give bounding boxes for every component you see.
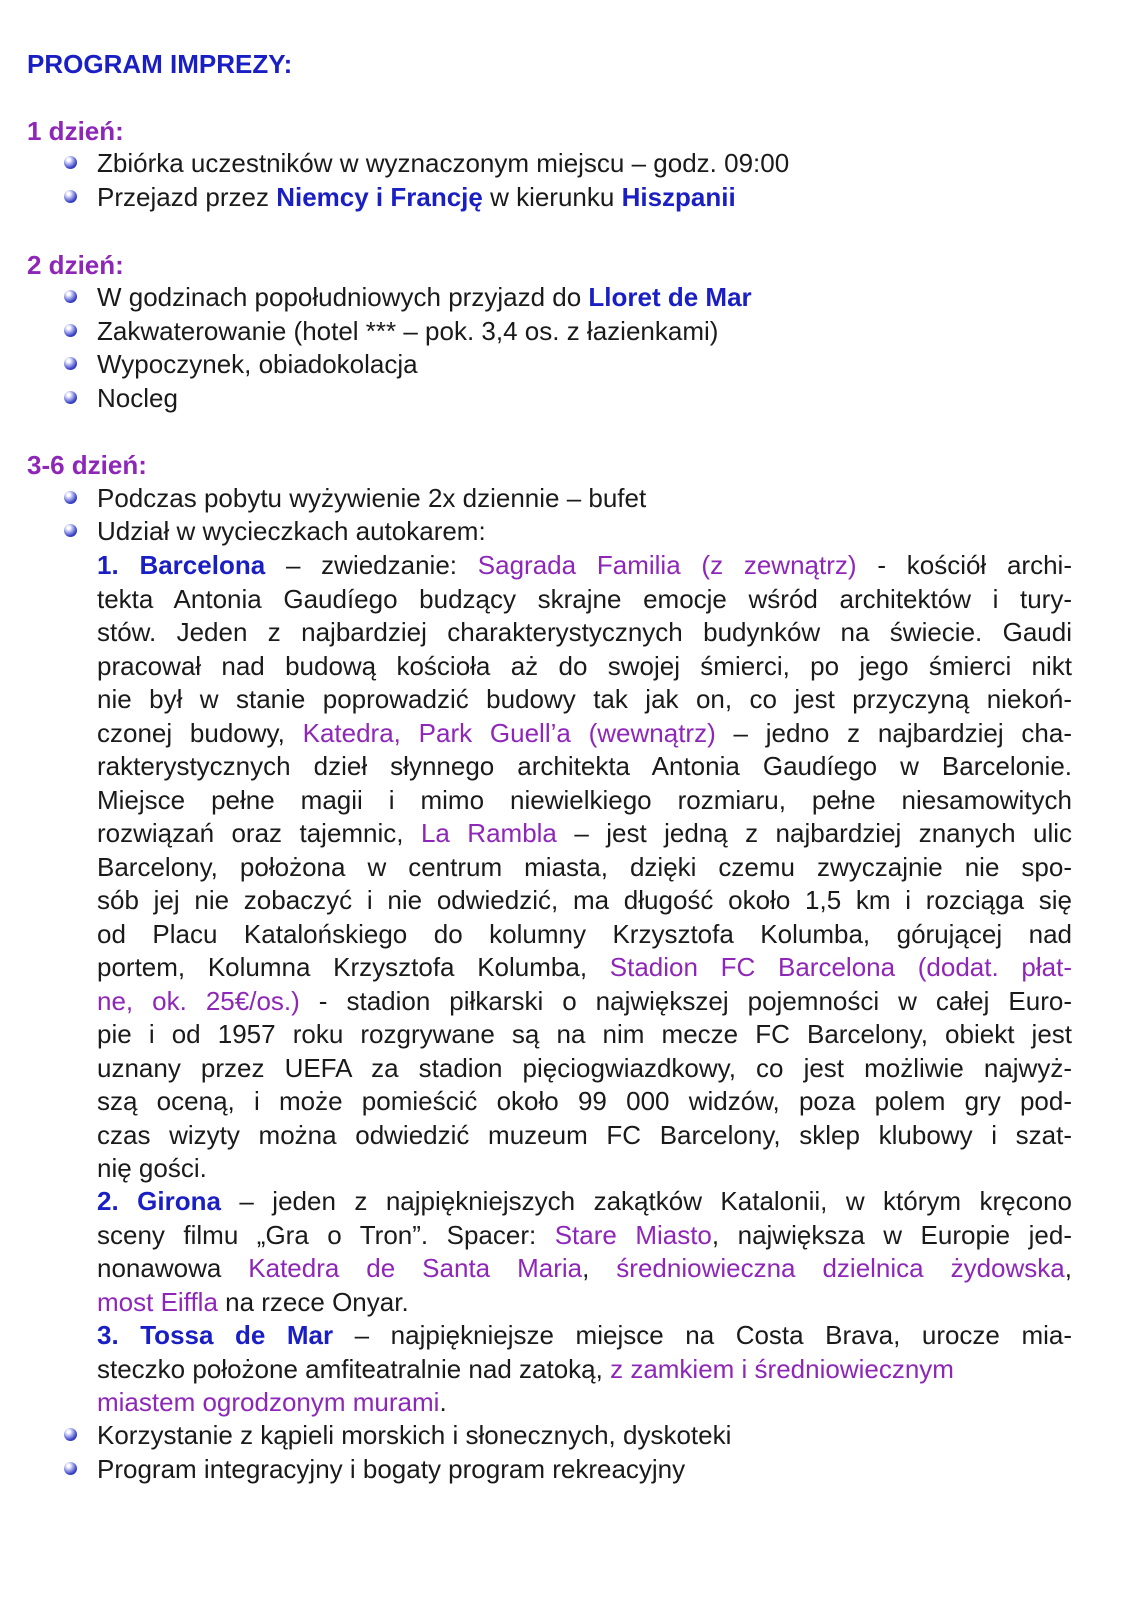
- paragraph-line: Miejsce pełne magii i mimo niewielkiego rozmiaru, pełne niesamowitych: [97, 784, 1072, 815]
- bullet-icon: [64, 324, 77, 337]
- paragraph-line: rakterystycznych dzieł słynnego architekta Antonia Gaudíego w Barcelonie.: [97, 751, 1072, 781]
- list-item: Przejazd przez Niemcy i Francję w kierunku Hiszpanii: [97, 182, 736, 212]
- bullet-icon: [64, 357, 77, 370]
- paragraph-line: portem, Kolumna Krzysztofa Kolumba, Stadion FC Barcelona (dodat. płat-: [97, 952, 1072, 982]
- list-item: Podczas pobytu wyżywienie 2x dziennie – bufet: [97, 483, 647, 513]
- paragraph-line: uznany przez UEFA za stadion pięciogwiazdkowy, co jest możliwie najwyż-: [97, 1052, 1072, 1083]
- day-2-heading: 2 dzień:: [27, 250, 124, 280]
- paragraph-line: 3. Tossa de Mar – najpiękniejsze miejsce na Costa Brava, urocze mia-: [97, 1320, 1072, 1350]
- list-item: Udział w wycieczkach autokarem:: [97, 516, 486, 546]
- paragraph-line: od Placu Katalońskiego do kolumny Krzysztofa Kolumba, górującej nad: [97, 918, 1072, 949]
- paragraph-line: most Eiffla na rzece Onyar.: [97, 1286, 409, 1317]
- excursion-title: 3. Tossa de Mar: [97, 1320, 334, 1350]
- list-item: W godzinach popołudniowych przyjazd do Lloret de Mar: [97, 282, 752, 312]
- list-item: Zbiórka uczestników w wyznaczonym miejscu – godz. 09:00: [97, 148, 790, 178]
- paragraph-line: czonej budowy, Katedra, Park Guell’a (wewnątrz) – jedno z najbardziej cha-: [97, 717, 1072, 748]
- bullet-icon: [64, 156, 77, 169]
- paragraph-line: stów. Jeden z najbardziej charakterystycznych budynków na świecie. Gaudi: [97, 617, 1072, 647]
- paragraph-line: pracował nad budową kościoła aż do swojej śmierci, po jego śmierci nikt: [97, 650, 1072, 681]
- paragraph-line: ne, ok. 25€/os.) - stadion piłkarski o największej pojemności w całej Euro-: [97, 985, 1072, 1016]
- bullet-icon: [64, 290, 77, 303]
- paragraph-line: szą oceną, i może pomieścić około 99 000 widzów, poza polem gry pod-: [97, 1086, 1072, 1116]
- paragraph-line: Barcelony, położona w centrum miasta, dzięki czemu zwyczajnie nie spo-: [97, 851, 1072, 882]
- bullet-icon: [64, 391, 77, 404]
- excursion-title: 2. Girona: [97, 1186, 221, 1216]
- page-title: PROGRAM IMPREZY:: [27, 49, 293, 79]
- excursion-girona: [97, 1185, 1072, 1319]
- bullet-icon: [64, 1428, 77, 1441]
- paragraph-line: 1. Barcelona – zwiedzanie: Sagrada Familia (z zewnątrz) - kościół archi-: [97, 550, 1072, 580]
- day-1-heading: 1 dzień:: [27, 116, 124, 146]
- list-item: Program integracyjny i bogaty program rekreacyjny: [97, 1454, 686, 1484]
- list-item: Wypoczynek, obiadokolacja: [97, 349, 418, 379]
- list-item: Nocleg: [97, 383, 178, 413]
- list-item: Korzystanie z kąpieli morskich i słonecznych, dyskoteki: [97, 1420, 732, 1450]
- excursion-title: 1. Barcelona: [97, 550, 266, 580]
- paragraph-line: sceny filmu „Gra o Tron”. Spacer: Stare Miasto, największa w Europie jed-: [97, 1219, 1072, 1250]
- list-item: Zakwaterowanie (hotel *** – pok. 3,4 os. z łazienkami): [97, 316, 719, 346]
- paragraph-line: miastem ogrodzonym murami.: [97, 1387, 447, 1417]
- paragraph-line: sób jej nie zobaczyć i nie odwiedzić, ma długość około 1,5 km i rozciąga się: [97, 885, 1072, 915]
- paragraph-line: pie i od 1957 roku rozgrywane są na nim mecze FC Barcelony, obiekt jest: [97, 1019, 1072, 1049]
- bullet-icon: [64, 190, 77, 203]
- excursion-barcelona: [97, 549, 1072, 1186]
- paragraph-line: nię gości.: [97, 1153, 207, 1183]
- excursion-tossa-de-mar: [97, 1319, 1072, 1420]
- bullet-icon: [64, 524, 77, 537]
- paragraph-line: tekta Antonia Gaudíego budzący skrajne emocje wśród architektów i tury-: [97, 583, 1072, 614]
- bullet-icon: [64, 491, 77, 504]
- paragraph-line: rozwiązań oraz tajemnic, La Rambla – jest jedną z najbardziej znanych ulic: [97, 818, 1073, 848]
- day-3-6-heading: 3-6 dzień:: [27, 450, 147, 480]
- paragraph-line: nie był w stanie poprowadzić budowy tak jak on, co jest przyczyną niekoń-: [97, 684, 1072, 714]
- highlight-destination: Hiszpanii: [621, 182, 736, 212]
- paragraph-line: 2. Girona – jeden z najpiękniejszych zakątków Katalonii, w którym kręcono: [97, 1186, 1073, 1216]
- highlight-city: Lloret de Mar: [588, 282, 752, 312]
- paragraph-line: nonawowa Katedra de Santa Maria, średniowieczna dzielnica żydowska,: [97, 1253, 1072, 1283]
- highlight-countries: Niemcy i Francję: [276, 182, 483, 212]
- bullet-icon: [64, 1462, 77, 1475]
- paragraph-line: czas wizyty można odwiedzić muzeum FC Barcelony, sklep klubowy i szat-: [97, 1119, 1072, 1150]
- paragraph-line: steczko położone amfiteatralnie nad zatoką, z zamkiem i średniowiecznym: [97, 1353, 954, 1384]
